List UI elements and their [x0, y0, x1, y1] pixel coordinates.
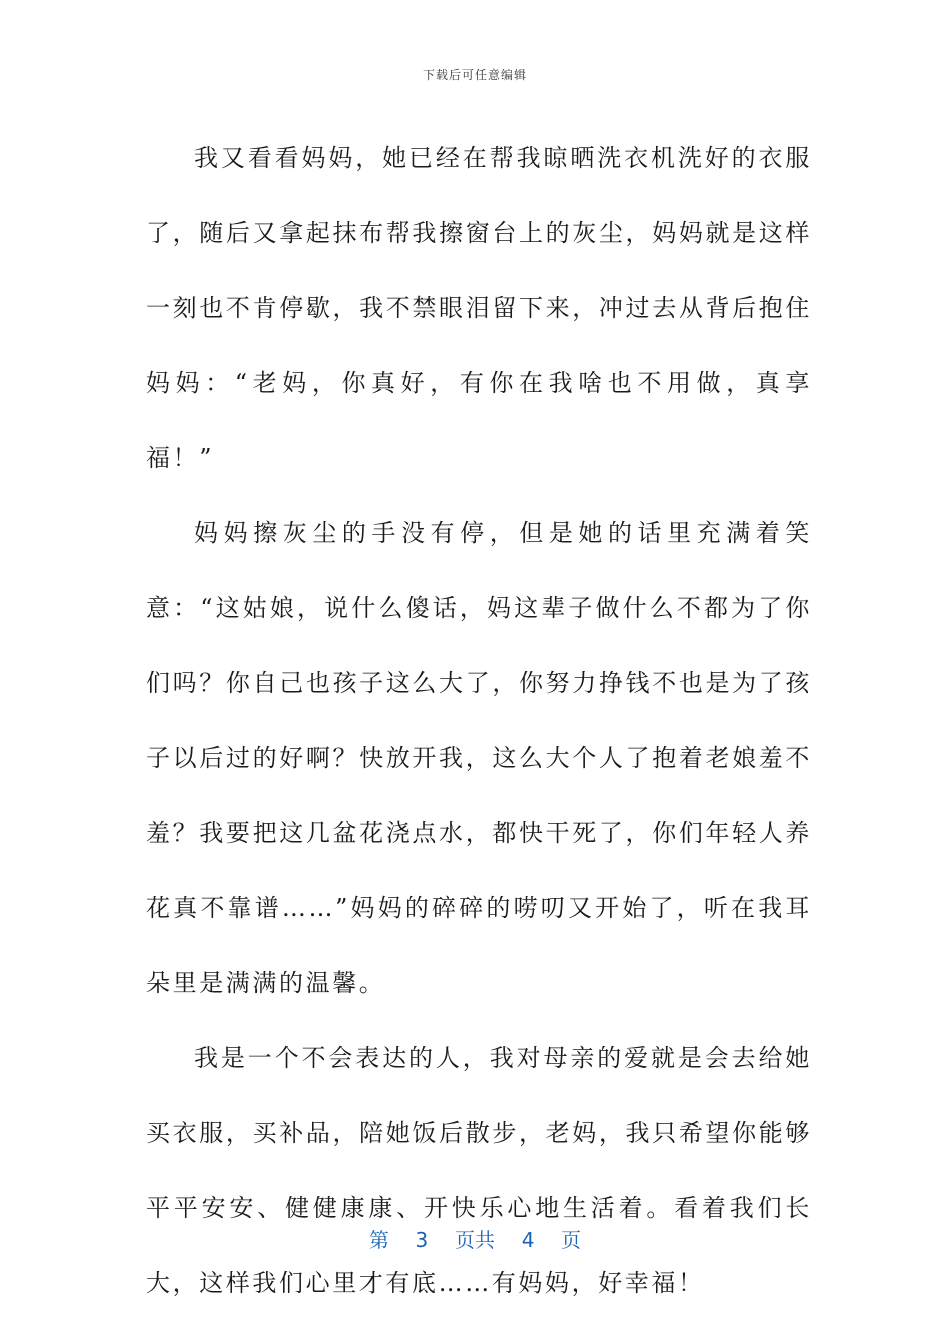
footer-current-page: 3: [415, 1228, 429, 1252]
footer-middle: 页共: [455, 1228, 495, 1252]
paragraph-2: 妈妈擦灰尘的手没有停，但是她的话里充满着笑意：“这姑娘，说什么傻话，妈这辈子做什么不都为了你们吗？你自己也孩子这么大了，你努力挣钱不也是为了孩子以后过的好啊？快放开我，这么大个人了抱着老娘羞不羞？我要把这几盆花浇点水，都快干死了，你们年轻人养花真不靠谱……”妈妈的碎碎的唠叨又开始了，听在我耳朵里是满满的温馨。: [146, 519, 812, 997]
body-text: [146, 121, 812, 1321]
header-note: 下载后可任意编辑: [422, 68, 527, 82]
footer-suffix: 页: [561, 1228, 582, 1252]
footer-total-pages: 4: [521, 1228, 535, 1252]
paragraph-1: 我又看看妈妈，她已经在帮我晾晒洗衣机洗好的衣服了，随后又拿起抹布帮我擦窗台上的灰尘，妈妈就是这样一刻也不肯停歇，我不禁眼泪留下来，冲过去从背后抱住妈妈：“老妈，你真好，有你在我啥也不用做，真享福！”: [146, 144, 812, 472]
footer-prefix: 第: [368, 1228, 389, 1252]
paragraph-3: 我是一个不会表达的人，我对母亲的爱就是会去给她买衣服，买补品，陪她饭后散步，老妈，我只希望你能够平平安安、健健康康、开快乐心地生活着。看着我们长大，这样我们心里才有底……有妈妈，好幸福！: [146, 1044, 812, 1297]
page-footer: [0, 1224, 950, 1253]
